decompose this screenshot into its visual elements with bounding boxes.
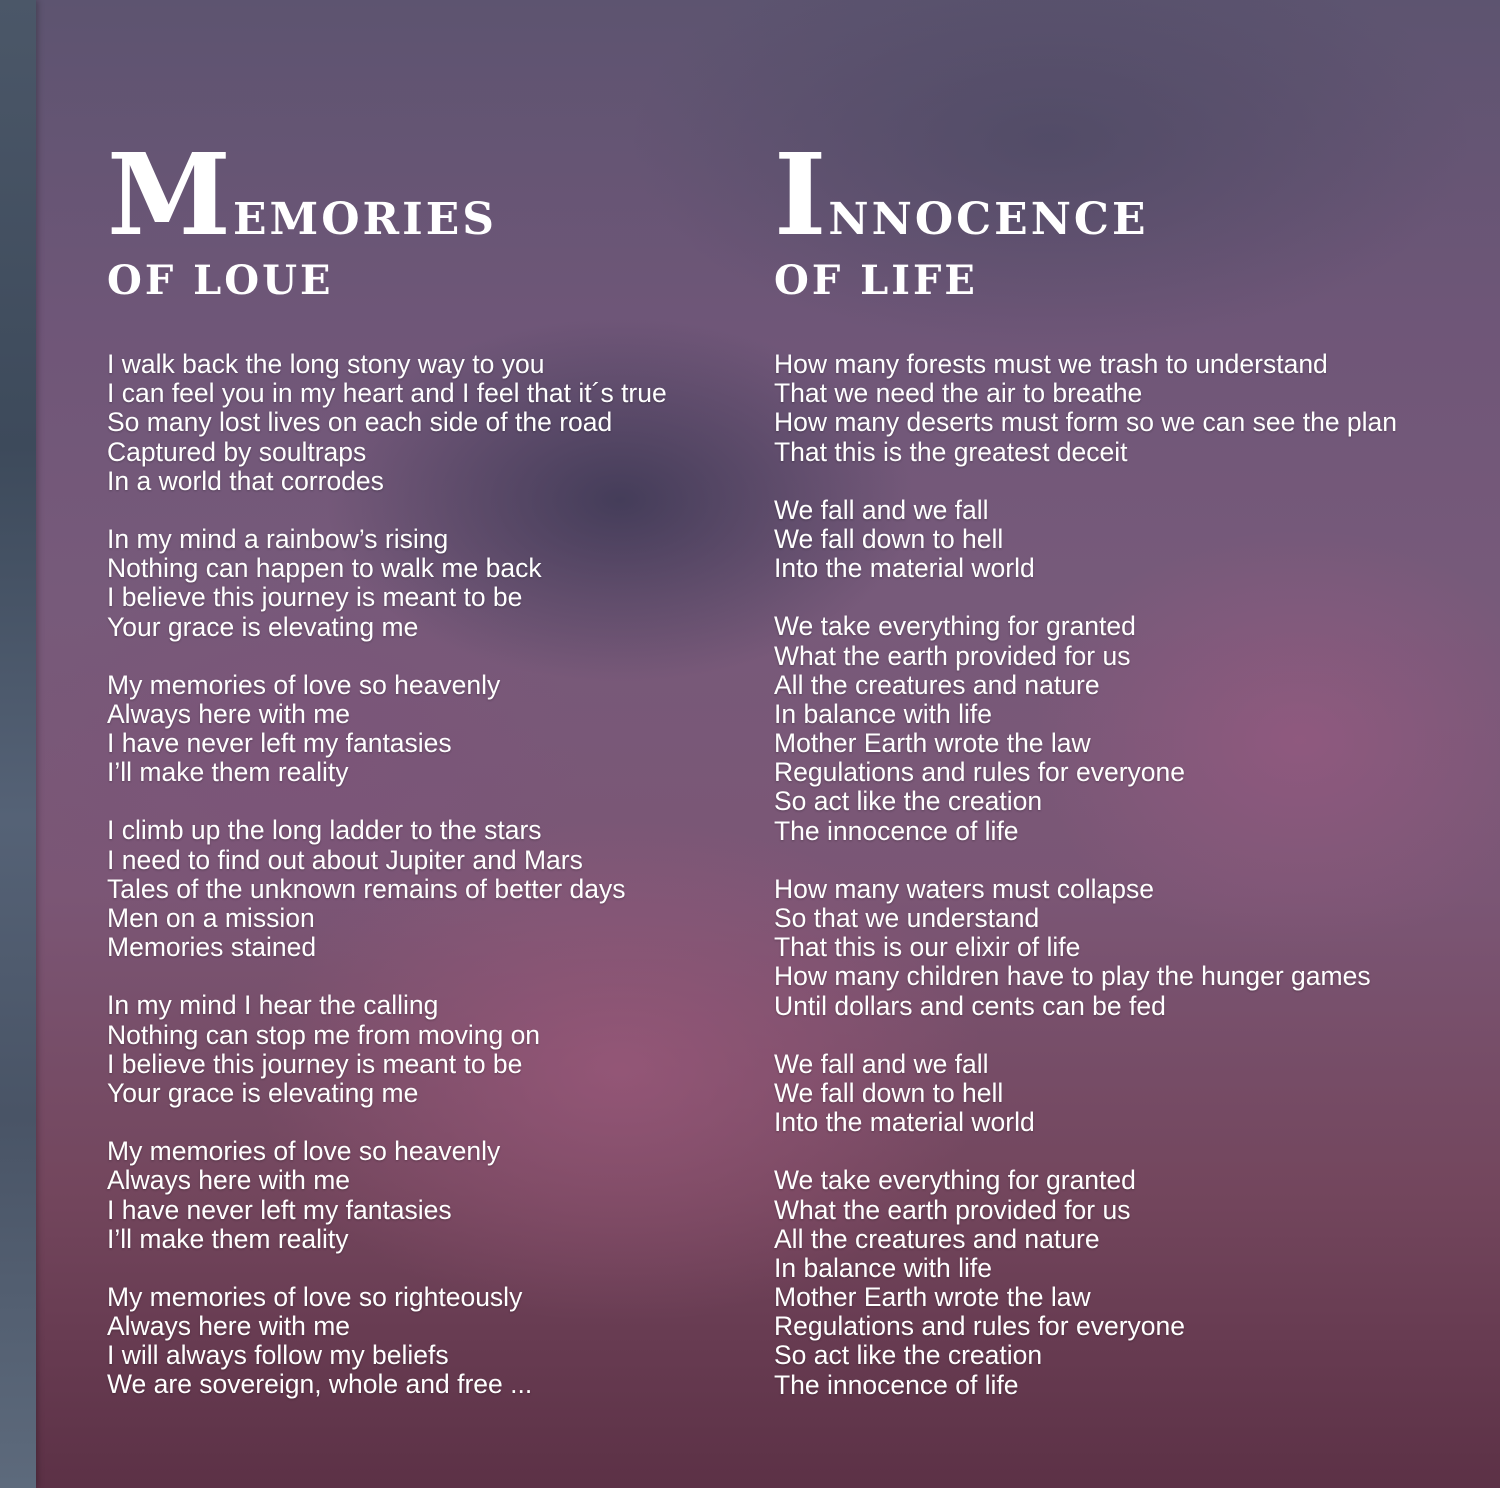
lyric-line: That this is our elixir of life — [774, 932, 1081, 963]
lyric-line: We take everything for granted — [774, 1165, 1136, 1196]
lyric-line: I’ll make them reality — [107, 757, 349, 788]
lyric-line: Regulations and rules for everyone — [774, 1311, 1185, 1342]
lyric-line: In balance with life — [774, 1252, 993, 1283]
stanza — [107, 671, 747, 788]
lyric-line: Mother Earth wrote the law — [774, 1282, 1091, 1313]
song-innocence-of-life — [774, 130, 1474, 1429]
title-rest: NNOCENCE — [828, 194, 1149, 245]
lyric-line: I need to find out about Jupiter and Mars — [107, 844, 583, 875]
song-subtitle: OF LOUE — [107, 257, 334, 304]
stanza — [774, 612, 1474, 846]
lyric-line: I can feel you in my heart and I feel that it´s true — [107, 378, 667, 409]
lyric-line: I believe this journey is meant to be — [107, 582, 523, 613]
lyric-line: We fall down to hell — [774, 523, 1004, 554]
song-title — [774, 130, 1474, 261]
lyric-line: Regulations and rules for everyone — [774, 757, 1185, 788]
lyric-line: Your grace is elevating me — [107, 1077, 419, 1108]
title-rest: EMORIES — [232, 194, 498, 245]
lyric-line: My memories of love so heavenly — [107, 669, 501, 700]
lyric-line: In my mind a rainbow’s rising — [107, 523, 449, 554]
lyrics — [774, 350, 1474, 1400]
lyric-line: My memories of love so heavenly — [107, 1136, 501, 1167]
song-memories-of-love — [107, 130, 747, 1429]
lyric-line: I believe this journey is meant to be — [107, 1048, 523, 1079]
lyric-line: I walk back the long stony way to you — [107, 349, 545, 379]
lyric-line: How many forests must we trash to understand — [774, 349, 1328, 379]
lyric-line: Always here with me — [107, 698, 351, 729]
lyric-line: That this is the greatest deceit — [774, 436, 1128, 467]
lyric-line: Tales of the unknown remains of better days — [107, 873, 626, 904]
lyric-line: We take everything for granted — [774, 611, 1136, 642]
lyric-line: Nothing can stop me from moving on — [107, 1019, 541, 1050]
song-subtitle: OF LIFE — [774, 257, 978, 304]
lyric-line: We fall and we fall — [774, 1048, 989, 1079]
stanza — [107, 991, 747, 1108]
lyric-line: My memories of love so righteously — [107, 1281, 523, 1312]
lyric-line: Memories stained — [107, 932, 317, 963]
stanza — [107, 525, 747, 642]
stanza — [774, 875, 1474, 1021]
stanza — [107, 1137, 747, 1254]
lyric-line: So many lost lives on each side of the road — [107, 407, 613, 438]
lyric-line: We are sovereign, whole and free ... — [107, 1369, 533, 1400]
lyric-line: The innocence of life — [774, 1369, 1019, 1400]
lyric-line: What the earth provided for us — [774, 640, 1131, 671]
lyric-line: I climb up the long ladder to the stars — [107, 815, 542, 846]
stanza — [107, 350, 747, 496]
lyric-line: Nothing can happen to walk me back — [107, 553, 542, 584]
lyric-line: All the creatures and nature — [774, 669, 1100, 700]
lyric-line: In balance with life — [774, 698, 993, 729]
title-initial: M — [107, 130, 233, 261]
song-title — [107, 130, 747, 261]
stanza — [774, 350, 1474, 467]
lyric-line: I will always follow my beliefs — [107, 1340, 449, 1371]
lyric-line: Always here with me — [107, 1165, 351, 1196]
lyric-line: We fall and we fall — [774, 494, 989, 525]
left-edge-artwork — [0, 0, 36, 1488]
lyric-line: That we need the air to breathe — [774, 378, 1143, 409]
lyric-line: I have never left my fantasies — [107, 728, 452, 759]
stanza — [107, 1283, 747, 1400]
lyric-line: Into the material world — [774, 1107, 1035, 1138]
lyric-line: What the earth provided for us — [774, 1194, 1131, 1225]
lyric-line: Captured by soultraps — [107, 436, 367, 467]
lyric-line: Into the material world — [774, 553, 1035, 584]
stanza — [107, 816, 747, 962]
lyrics — [107, 350, 747, 1400]
lyric-line: We fall down to hell — [774, 1077, 1004, 1108]
stanza — [774, 1050, 1474, 1138]
lyric-line: How many children have to play the hunger games — [774, 961, 1371, 992]
lyric-line: So that we understand — [774, 903, 1040, 933]
stanza — [774, 496, 1474, 584]
lyric-line: In a world that corrodes — [107, 465, 384, 496]
lyric-line: I have never left my fantasies — [107, 1194, 452, 1225]
title-initial: I — [774, 130, 829, 261]
stanza — [774, 1166, 1474, 1400]
lyric-line: How many deserts must form so we can see the plan — [774, 407, 1398, 438]
lyric-line: In my mind I hear the calling — [107, 990, 439, 1021]
lyric-line: Until dollars and cents can be fed — [774, 990, 1166, 1021]
lyric-line: Always here with me — [107, 1311, 351, 1342]
lyric-line: So act like the creation — [774, 786, 1043, 817]
lyric-line: The innocence of life — [774, 815, 1019, 846]
lyric-line: I’ll make them reality — [107, 1223, 349, 1254]
lyric-line: Your grace is elevating me — [107, 611, 419, 642]
lyric-line: All the creatures and nature — [774, 1223, 1100, 1254]
lyric-line: So act like the creation — [774, 1340, 1043, 1371]
lyric-line: Men on a mission — [107, 903, 315, 933]
lyric-line: Mother Earth wrote the law — [774, 728, 1091, 759]
lyric-line: How many waters must collapse — [774, 873, 1154, 904]
